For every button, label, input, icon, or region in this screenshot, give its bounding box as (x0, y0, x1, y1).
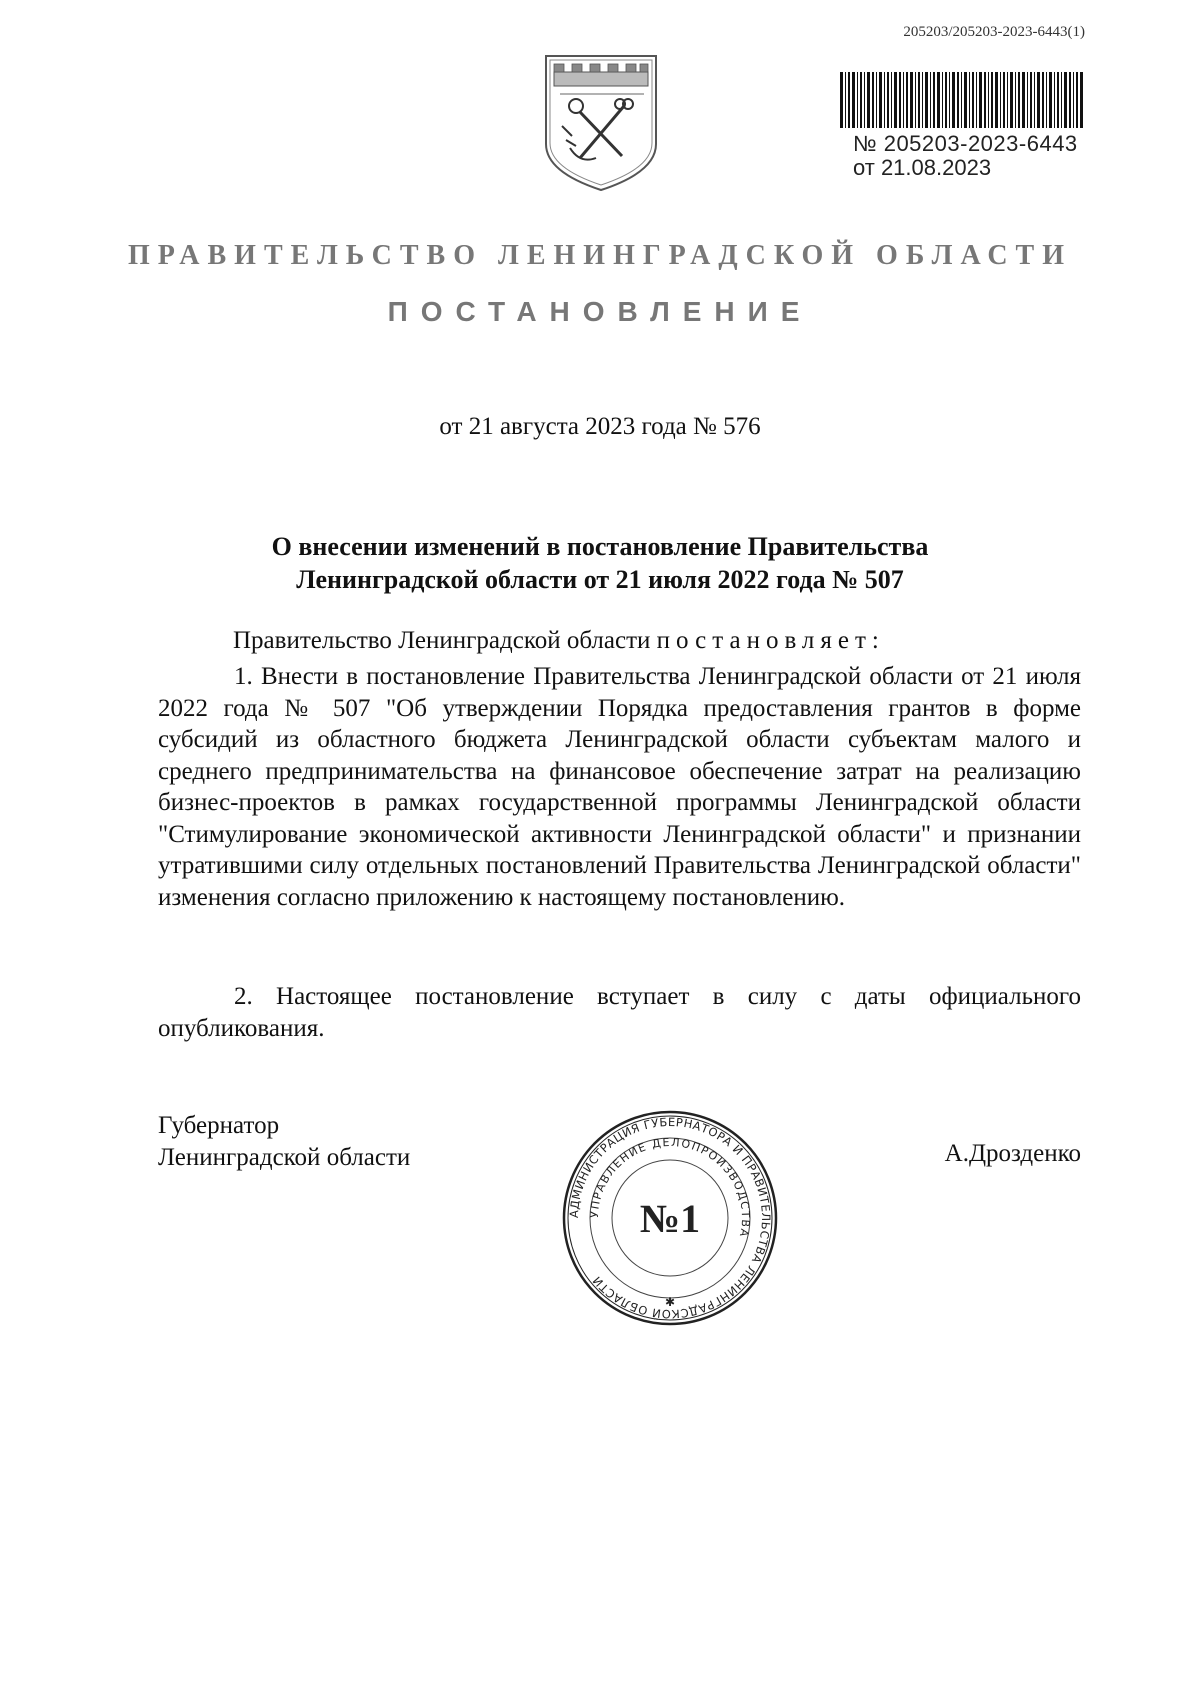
seal-star-icon: ✱ (664, 1295, 676, 1309)
barcode-image (840, 72, 1085, 128)
seal-outer-text: АДМИНИСТРАЦИЯ ГУБЕРНАТОРА И ПРАВИТЕЛЬСТВА ЛЕНИНГРАДСКОЙ ОБЛАСТИ (566, 1114, 774, 1322)
preamble-text: Правительство Ленинградской области (233, 627, 651, 654)
seal-number: №1 (639, 1196, 701, 1241)
document-date-number: от 21 августа 2023 года № 576 (439, 413, 761, 440)
clause-2: 2. Настоящее постановление вступает в силу с даты официального опубликования. (158, 983, 1081, 1042)
signer-position (158, 1110, 410, 1174)
official-seal-stamp (560, 1108, 780, 1328)
registration-date: от 21.08.2023 (853, 155, 992, 180)
document-subject (230, 530, 970, 596)
signer-position-line-2: Ленинградской области (158, 1144, 411, 1171)
document-type-heading: ПОСТАНОВЛЕНИЕ (387, 296, 813, 327)
seal-inner-text: УПРАВЛЕНИЕ ДЕЛОПРОИЗВОДСТВА (587, 1135, 753, 1240)
registration-number: № 205203-2023-6443 (853, 131, 1078, 156)
authority-heading: ПРАВИТЕЛЬСТВО ЛЕНИНГРАДСКОЙ ОБЛАСТИ (127, 240, 1073, 271)
subject-line-1: О внесении изменений в постановление Правительства (271, 532, 929, 561)
document-reference-number: 205203/205203-2023-6443(1) (903, 24, 1085, 40)
coat-of-arms-emblem (540, 48, 662, 194)
preamble (233, 625, 885, 657)
clause-1: 1. Внести в постановление Правительства Ленинградской области от 21 июля 2022 года № 507 "Об утверждении Порядка предоставления грантов в форме субсидий из областного бюджета Ленинградской области субъектам малого и среднего предпринимательства на финансовое обеспечение затрат на реализацию бизнес-проектов в рамках государственной программы Ленинградской области "Стимулирование экономической активности Ленинградской области" и признании утратившими силу отдельных постановлений Правительства Ленинградской области" изменения согласно приложению к настоящему постановлению. (158, 663, 1081, 911)
signer-position-line-1: Губернатор (158, 1112, 280, 1139)
subject-line-2: Ленинградской области от 21 июля 2022 года № 507 (296, 565, 904, 594)
preamble-keyword: постановляет: (656, 627, 885, 654)
signer-name: А.Дрозденко (944, 1140, 1081, 1167)
